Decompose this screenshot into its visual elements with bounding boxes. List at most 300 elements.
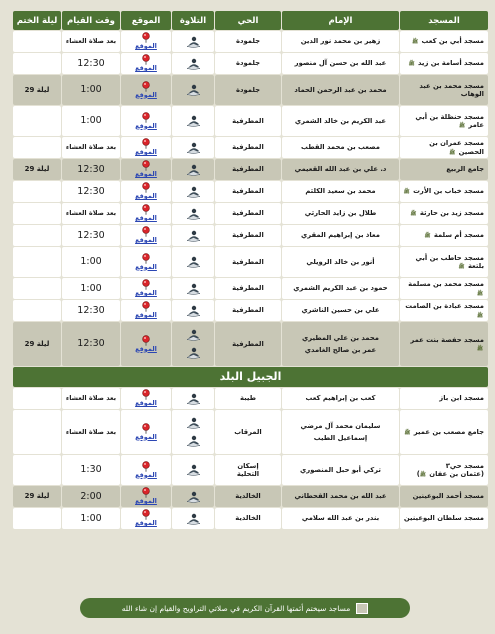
quran-reciter-icon[interactable] <box>185 84 202 96</box>
location-cell <box>121 159 171 180</box>
district <box>215 486 281 507</box>
district <box>215 388 281 409</box>
district-text: الخالدية <box>235 514 261 523</box>
district <box>215 322 281 366</box>
prayer-time: 1:00 <box>62 508 120 529</box>
district <box>215 455 281 485</box>
quran-reciter-icon[interactable] <box>185 464 202 476</box>
table-row <box>13 75 488 105</box>
khatm-night <box>13 247 61 277</box>
mosque-name <box>400 278 488 299</box>
prayer-time: 1:00 <box>62 278 120 299</box>
location-link[interactable] <box>135 301 157 319</box>
quran-reciter-icon[interactable] <box>185 186 202 198</box>
table-row <box>13 225 488 246</box>
blessing-mark: ﷺ <box>408 61 415 68</box>
imam-name <box>282 455 399 485</box>
location-cell <box>121 181 171 202</box>
khatm-night <box>13 388 61 409</box>
map-pin-icon <box>141 487 151 498</box>
location-link-text: الموقع <box>135 42 157 51</box>
location-link-text: الموقع <box>135 236 157 245</box>
quran-reciter-icon[interactable] <box>185 347 202 359</box>
table-row <box>13 106 488 136</box>
location-link-text: الموقع <box>135 214 157 223</box>
mosque-name-text: جامع الربيع <box>446 165 484 174</box>
recitation-cell <box>172 137 214 158</box>
table-row <box>13 278 488 299</box>
map-pin-icon <box>141 160 151 171</box>
map-pin-icon <box>141 301 151 312</box>
location-link[interactable] <box>135 423 157 441</box>
prayer-time: 1:00 <box>62 75 120 105</box>
imam-name <box>282 31 399 52</box>
imam-name <box>282 181 399 202</box>
khatm-night <box>13 53 61 74</box>
table-row <box>13 322 488 366</box>
recitation-cell <box>172 181 214 202</box>
mosque-name-text: مسجد حنظلة بن أبي عامر <box>415 112 484 129</box>
location-cell <box>121 75 171 105</box>
district-text: المطرفية <box>232 231 264 240</box>
district-text: المطرفية <box>232 143 264 152</box>
mosque-name-text: مسجد أبي بن كعب <box>421 37 484 46</box>
table-row <box>13 53 488 74</box>
blessing-mark: ﷺ <box>458 264 465 270</box>
district <box>215 53 281 74</box>
recitation-cell <box>172 247 214 277</box>
recitation-cell <box>172 225 214 246</box>
mosque-name-text: مسجد حاطب بن أبي بلتعة <box>415 253 484 270</box>
map-pin-icon <box>141 204 151 215</box>
recitation-cell <box>172 31 214 52</box>
imam-name <box>282 53 399 74</box>
mosque-name-text: مسجد أسامة بن زيد <box>417 59 484 68</box>
location-link[interactable] <box>135 487 157 505</box>
prayer-time: بعد صلاة العشاء <box>62 31 120 52</box>
district-text: المطرفية <box>232 257 264 266</box>
mosque-name-text: مسجد أم سلمة <box>433 231 484 240</box>
district-text: المطرفية <box>232 116 264 125</box>
mosque-name <box>400 247 488 277</box>
blessing-mark: ﷺ <box>412 39 419 46</box>
location-cell <box>121 31 171 52</box>
location-link[interactable] <box>135 54 157 72</box>
blessing-mark: ﷺ <box>403 189 410 196</box>
mosque-name <box>400 388 488 409</box>
location-link[interactable] <box>135 81 157 99</box>
location-link[interactable] <box>135 226 157 244</box>
location-link-text: الموقع <box>135 148 157 157</box>
table-row <box>13 203 488 224</box>
khatm-night: ليلة 29 <box>13 75 61 105</box>
imam-name <box>282 225 399 246</box>
quran-reciter-icon[interactable] <box>185 115 202 127</box>
district-text: إسكان <box>237 461 259 470</box>
prayer-time: 1:00 <box>62 106 120 136</box>
imam-name-text: عبد الله بن حسن آل منصور <box>294 59 387 68</box>
imam-name-text: بندر بن عبد الله سلامي <box>301 514 380 523</box>
district <box>215 181 281 202</box>
location-link[interactable] <box>135 253 157 271</box>
table-header-row <box>13 11 488 30</box>
location-cell <box>121 53 171 74</box>
mosque-name-text: مسجد ابن باز <box>439 394 484 403</box>
location-cell <box>121 410 171 454</box>
map-pin-icon <box>141 253 151 264</box>
mosque-name-text: مسجد سلطان البوعينين <box>403 514 484 523</box>
location-link[interactable] <box>135 138 157 156</box>
imam-name-text: علي بن حسين الناشري <box>301 306 380 315</box>
district <box>215 247 281 277</box>
imam-name <box>282 75 399 105</box>
header-location: الموقع <box>121 11 171 30</box>
prayer-time: بعد صلاة العشاء <box>62 410 120 454</box>
district-text: المطرفية <box>232 306 264 315</box>
district-text: جلمودة <box>236 37 260 46</box>
location-link-text: الموقع <box>135 519 157 528</box>
location-cell <box>121 203 171 224</box>
recitation-cell <box>172 410 214 454</box>
imam-name <box>282 410 399 454</box>
table-body <box>13 31 488 529</box>
location-cell <box>121 322 171 366</box>
taraweeh-schedule-table <box>12 10 489 530</box>
imam-name <box>282 388 399 409</box>
location-link-text: الموقع <box>135 399 157 408</box>
khatm-night <box>13 31 61 52</box>
district <box>215 75 281 105</box>
mosque-name <box>400 106 488 136</box>
imam-name-text: عبد الله بن محمد القحطاني <box>294 492 387 501</box>
table-row <box>13 388 488 409</box>
recitation-cell <box>172 75 214 105</box>
location-link[interactable] <box>135 204 157 222</box>
mosque-name <box>400 31 488 52</box>
quran-reciter-icon[interactable] <box>185 256 202 268</box>
prayer-time: 1:00 <box>62 247 120 277</box>
imam-name-text: زهير بن محمد نور الدين <box>300 37 381 46</box>
khatm-night <box>13 225 61 246</box>
prayer-time: 12:30 <box>62 300 120 321</box>
khatm-night <box>13 410 61 454</box>
location-cell <box>121 455 171 485</box>
footnote-legend <box>80 598 410 618</box>
map-pin-icon <box>141 182 151 193</box>
map-pin-icon <box>141 423 151 434</box>
mosque-name <box>400 75 488 105</box>
mosque-name: مسجد حي٣ (عثمان بن عفان ﷺ) <box>400 455 488 485</box>
map-pin-icon <box>141 461 151 472</box>
mosque-name-text: مسجد حفصة بنت عمر <box>410 335 484 344</box>
mosque-name <box>400 181 488 202</box>
section-header-row <box>13 367 488 387</box>
prayer-time: 12:30 <box>62 322 120 366</box>
prayer-time: بعد صلاة العشاء <box>62 388 120 409</box>
mosque-name-text: مسجد أحمد البوعينين <box>412 492 484 501</box>
mosque-name-text-2: (عثمان بن عفان <box>429 470 484 478</box>
imam-name-text: مصعب بن محمد القطب <box>301 143 380 152</box>
imam-name-text: معاذ بن إبراهيم المقري <box>301 231 380 240</box>
quran-reciter-icon[interactable] <box>185 58 202 70</box>
table-row <box>13 300 488 321</box>
location-link-text: الموقع <box>135 432 157 441</box>
recitation-cell <box>172 486 214 507</box>
recitation-cell <box>172 508 214 529</box>
location-link-text: الموقع <box>135 262 157 271</box>
imam-name <box>282 322 399 366</box>
khatm-night <box>13 508 61 529</box>
blessing-mark: ﷺ <box>404 429 411 436</box>
district <box>215 508 281 529</box>
imam-name-text: حمود بن عبد الكريم الشمري <box>293 284 388 293</box>
mosque-name-text: مسجد محمد بن عبد الوهاب <box>419 81 484 98</box>
location-link-text: الموقع <box>135 311 157 320</box>
location-link[interactable] <box>135 389 157 407</box>
location-link-text: الموقع <box>135 90 157 99</box>
location-link[interactable] <box>135 160 157 178</box>
location-cell <box>121 388 171 409</box>
district-text: الخالدية <box>235 492 261 501</box>
location-cell <box>121 278 171 299</box>
map-pin-icon <box>141 279 151 290</box>
imam-name <box>282 508 399 529</box>
location-cell <box>121 137 171 158</box>
map-pin-icon <box>141 81 151 92</box>
map-pin-icon <box>141 32 151 43</box>
header-mosque: المسجد <box>400 11 488 30</box>
location-link[interactable] <box>135 112 157 130</box>
quran-reciter-icon[interactable] <box>185 36 202 48</box>
recitation-cell <box>172 53 214 74</box>
map-pin-icon <box>141 112 151 123</box>
table-row <box>13 455 488 485</box>
table-row <box>13 31 488 52</box>
mosque-name-text: مسجد خباب بن الأرت <box>413 187 484 196</box>
table-row <box>13 137 488 158</box>
map-pin-icon <box>141 509 151 520</box>
mosque-name-text: جامع مصعب بن عمير <box>413 427 484 436</box>
imam-name <box>282 486 399 507</box>
district <box>215 203 281 224</box>
header-district: الحي <box>215 11 281 30</box>
blessing-mark: ﷺ <box>424 233 431 240</box>
recitation-cell <box>172 300 214 321</box>
imam-name-text: سليمان محمد آل مرضي <box>300 421 381 430</box>
district-text: المطرفية <box>232 165 264 174</box>
khatm-night <box>13 106 61 136</box>
district-text-2: التحلية <box>236 470 260 478</box>
recitation-cell <box>172 278 214 299</box>
blessing-mark: ﷺ <box>476 312 483 319</box>
map-pin-icon <box>141 335 151 346</box>
mosque-name <box>400 410 488 454</box>
district-text: طيبة <box>239 394 257 403</box>
recitation-cell <box>172 159 214 180</box>
imam-name-text: إسماعيل الطيب <box>313 434 368 442</box>
prayer-time: 2:00 <box>62 486 120 507</box>
table-row <box>13 508 488 529</box>
mosque-name <box>400 300 488 321</box>
district <box>215 106 281 136</box>
location-link-text: الموقع <box>135 64 157 73</box>
blessing-mark: ﷺ <box>476 346 483 352</box>
district-text: المطرفية <box>232 339 264 348</box>
imam-name-text: محمد بن عبد الرحمن الحماد <box>294 85 387 94</box>
imam-name-text: تركي أبو حبل المنصوري <box>300 465 381 474</box>
khatm-night: ليلة 29 <box>13 486 61 507</box>
quran-reciter-icon[interactable] <box>185 417 202 429</box>
mosque-name-text: مسجد زيد بن حارثة <box>419 209 484 218</box>
map-pin-icon <box>141 138 151 149</box>
location-link-text: الموقع <box>135 289 157 298</box>
map-pin-icon <box>141 54 151 65</box>
table-row <box>13 159 488 180</box>
khatm-night <box>13 278 61 299</box>
recitation-cell <box>172 388 214 409</box>
location-link[interactable] <box>135 461 157 479</box>
khatm-night <box>13 181 61 202</box>
location-cell <box>121 247 171 277</box>
mosque-name-text: مسجد حي٣ <box>445 461 484 470</box>
location-cell <box>121 106 171 136</box>
mosque-name <box>400 53 488 74</box>
district <box>215 225 281 246</box>
map-pin-icon <box>141 226 151 237</box>
district-text: المطرفية <box>232 209 264 218</box>
khatm-night <box>13 455 61 485</box>
recitation-cell <box>172 455 214 485</box>
mosque-name-text: مسجد عمران بن الحصين <box>429 139 484 156</box>
recitation-cell <box>172 106 214 136</box>
district <box>215 410 281 454</box>
header-khatm-night: ليلة الختم <box>13 11 61 30</box>
prayer-time: 12:30 <box>62 159 120 180</box>
location-link[interactable] <box>135 509 157 527</box>
location-cell <box>121 225 171 246</box>
table-row <box>13 247 488 277</box>
prayer-time: 12:30 <box>62 181 120 202</box>
location-link-text: الموقع <box>135 497 157 506</box>
blessing-mark: ﷺ <box>419 472 426 478</box>
imam-name-text: كعب بن إبراهيم كعب <box>305 394 376 403</box>
district-text: المطرفية <box>232 187 264 196</box>
location-cell <box>121 508 171 529</box>
header-time: وقت القيام <box>62 11 120 30</box>
khatm-night <box>13 300 61 321</box>
header-imam: الإمام <box>282 11 399 30</box>
imam-name <box>282 203 399 224</box>
location-link-text: الموقع <box>135 121 157 130</box>
mosque-name-text: مسجد عبادة بن الصامت <box>405 302 484 311</box>
location-link-text: الموقع <box>135 344 157 353</box>
quran-reciter-icon[interactable] <box>185 283 202 295</box>
khatm-night: ليلة 29 <box>13 322 61 366</box>
table-row <box>13 410 488 454</box>
district <box>215 278 281 299</box>
imam-name <box>282 300 399 321</box>
imam-name-text: طلال بن زايد الحارثي <box>304 209 377 218</box>
imam-name-text: محمد بن سعيد الكلثم <box>305 187 376 196</box>
district <box>215 31 281 52</box>
district <box>215 159 281 180</box>
location-link-text: الموقع <box>135 192 157 201</box>
recitation-cell <box>172 203 214 224</box>
blessing-mark: ﷺ <box>410 211 417 218</box>
legend-shaded-swatch <box>356 603 368 614</box>
header-recitation: التلاوة <box>172 11 214 30</box>
imam-name <box>282 137 399 158</box>
blessing-mark: ﷺ <box>476 290 483 297</box>
table-row <box>13 486 488 507</box>
prayer-time: 12:30 <box>62 53 120 74</box>
recitation-cell <box>172 322 214 366</box>
location-link[interactable] <box>135 182 157 200</box>
imam-name-text: محمد بن علي المطيري <box>302 333 379 342</box>
table-row <box>13 181 488 202</box>
district-text: جلمودة <box>236 85 260 94</box>
quran-reciter-icon[interactable] <box>185 142 202 154</box>
location-link-text: الموقع <box>135 170 157 179</box>
prayer-time: بعد صلاة العشاء <box>62 203 120 224</box>
quran-reciter-icon[interactable] <box>185 230 202 242</box>
footnote-text: مساجد سيختم أئمتها القرآن الكريم في صلاتي التراويح والقيام إن شاء الله <box>121 603 351 613</box>
location-link[interactable] <box>135 335 157 353</box>
khatm-night <box>13 203 61 224</box>
khatm-night <box>13 137 61 158</box>
district <box>215 300 281 321</box>
khatm-night: ليلة 29 <box>13 159 61 180</box>
quran-reciter-icon[interactable] <box>185 491 202 503</box>
mosque-name <box>400 486 488 507</box>
district-text: المطرفية <box>232 284 264 293</box>
mosque-name <box>400 322 488 366</box>
district-text: جلمودة <box>236 59 260 68</box>
quran-reciter-icon[interactable] <box>185 305 202 317</box>
quran-reciter-icon[interactable] <box>185 329 202 341</box>
imam-name-text: عمر بن صالح الغامدي <box>304 346 377 354</box>
mosque-name <box>400 137 488 158</box>
location-cell <box>121 300 171 321</box>
quran-reciter-icon[interactable] <box>185 513 202 525</box>
mosque-name <box>400 508 488 529</box>
imam-name-text: أنور بن خالد الرويلي <box>306 257 375 266</box>
imam-name-text: عبد الكريم بن خالد الشمري <box>294 116 387 125</box>
prayer-time: 1:30 <box>62 455 120 485</box>
district <box>215 137 281 158</box>
quran-reciter-icon[interactable] <box>185 164 202 176</box>
quran-reciter-icon[interactable] <box>185 393 202 405</box>
district-text: المرقاب <box>234 427 262 436</box>
quran-reciter-icon[interactable] <box>185 435 202 447</box>
blessing-mark: ﷺ <box>458 123 465 129</box>
prayer-time: 12:30 <box>62 225 120 246</box>
location-link[interactable] <box>135 279 157 297</box>
quran-reciter-icon[interactable] <box>185 208 202 220</box>
location-link-text: الموقع <box>135 470 157 479</box>
imam-name <box>282 106 399 136</box>
section-title: الجبيل البلد <box>13 367 488 387</box>
mosque-name <box>400 225 488 246</box>
mosque-name <box>400 203 488 224</box>
imam-name <box>282 278 399 299</box>
imam-name <box>282 159 399 180</box>
blessing-mark: ﷺ <box>449 149 456 156</box>
location-link[interactable] <box>135 32 157 50</box>
map-pin-icon <box>141 389 151 400</box>
mosque-name-text: مسجد محمد بن مسلمة <box>408 280 484 289</box>
location-cell <box>121 486 171 507</box>
